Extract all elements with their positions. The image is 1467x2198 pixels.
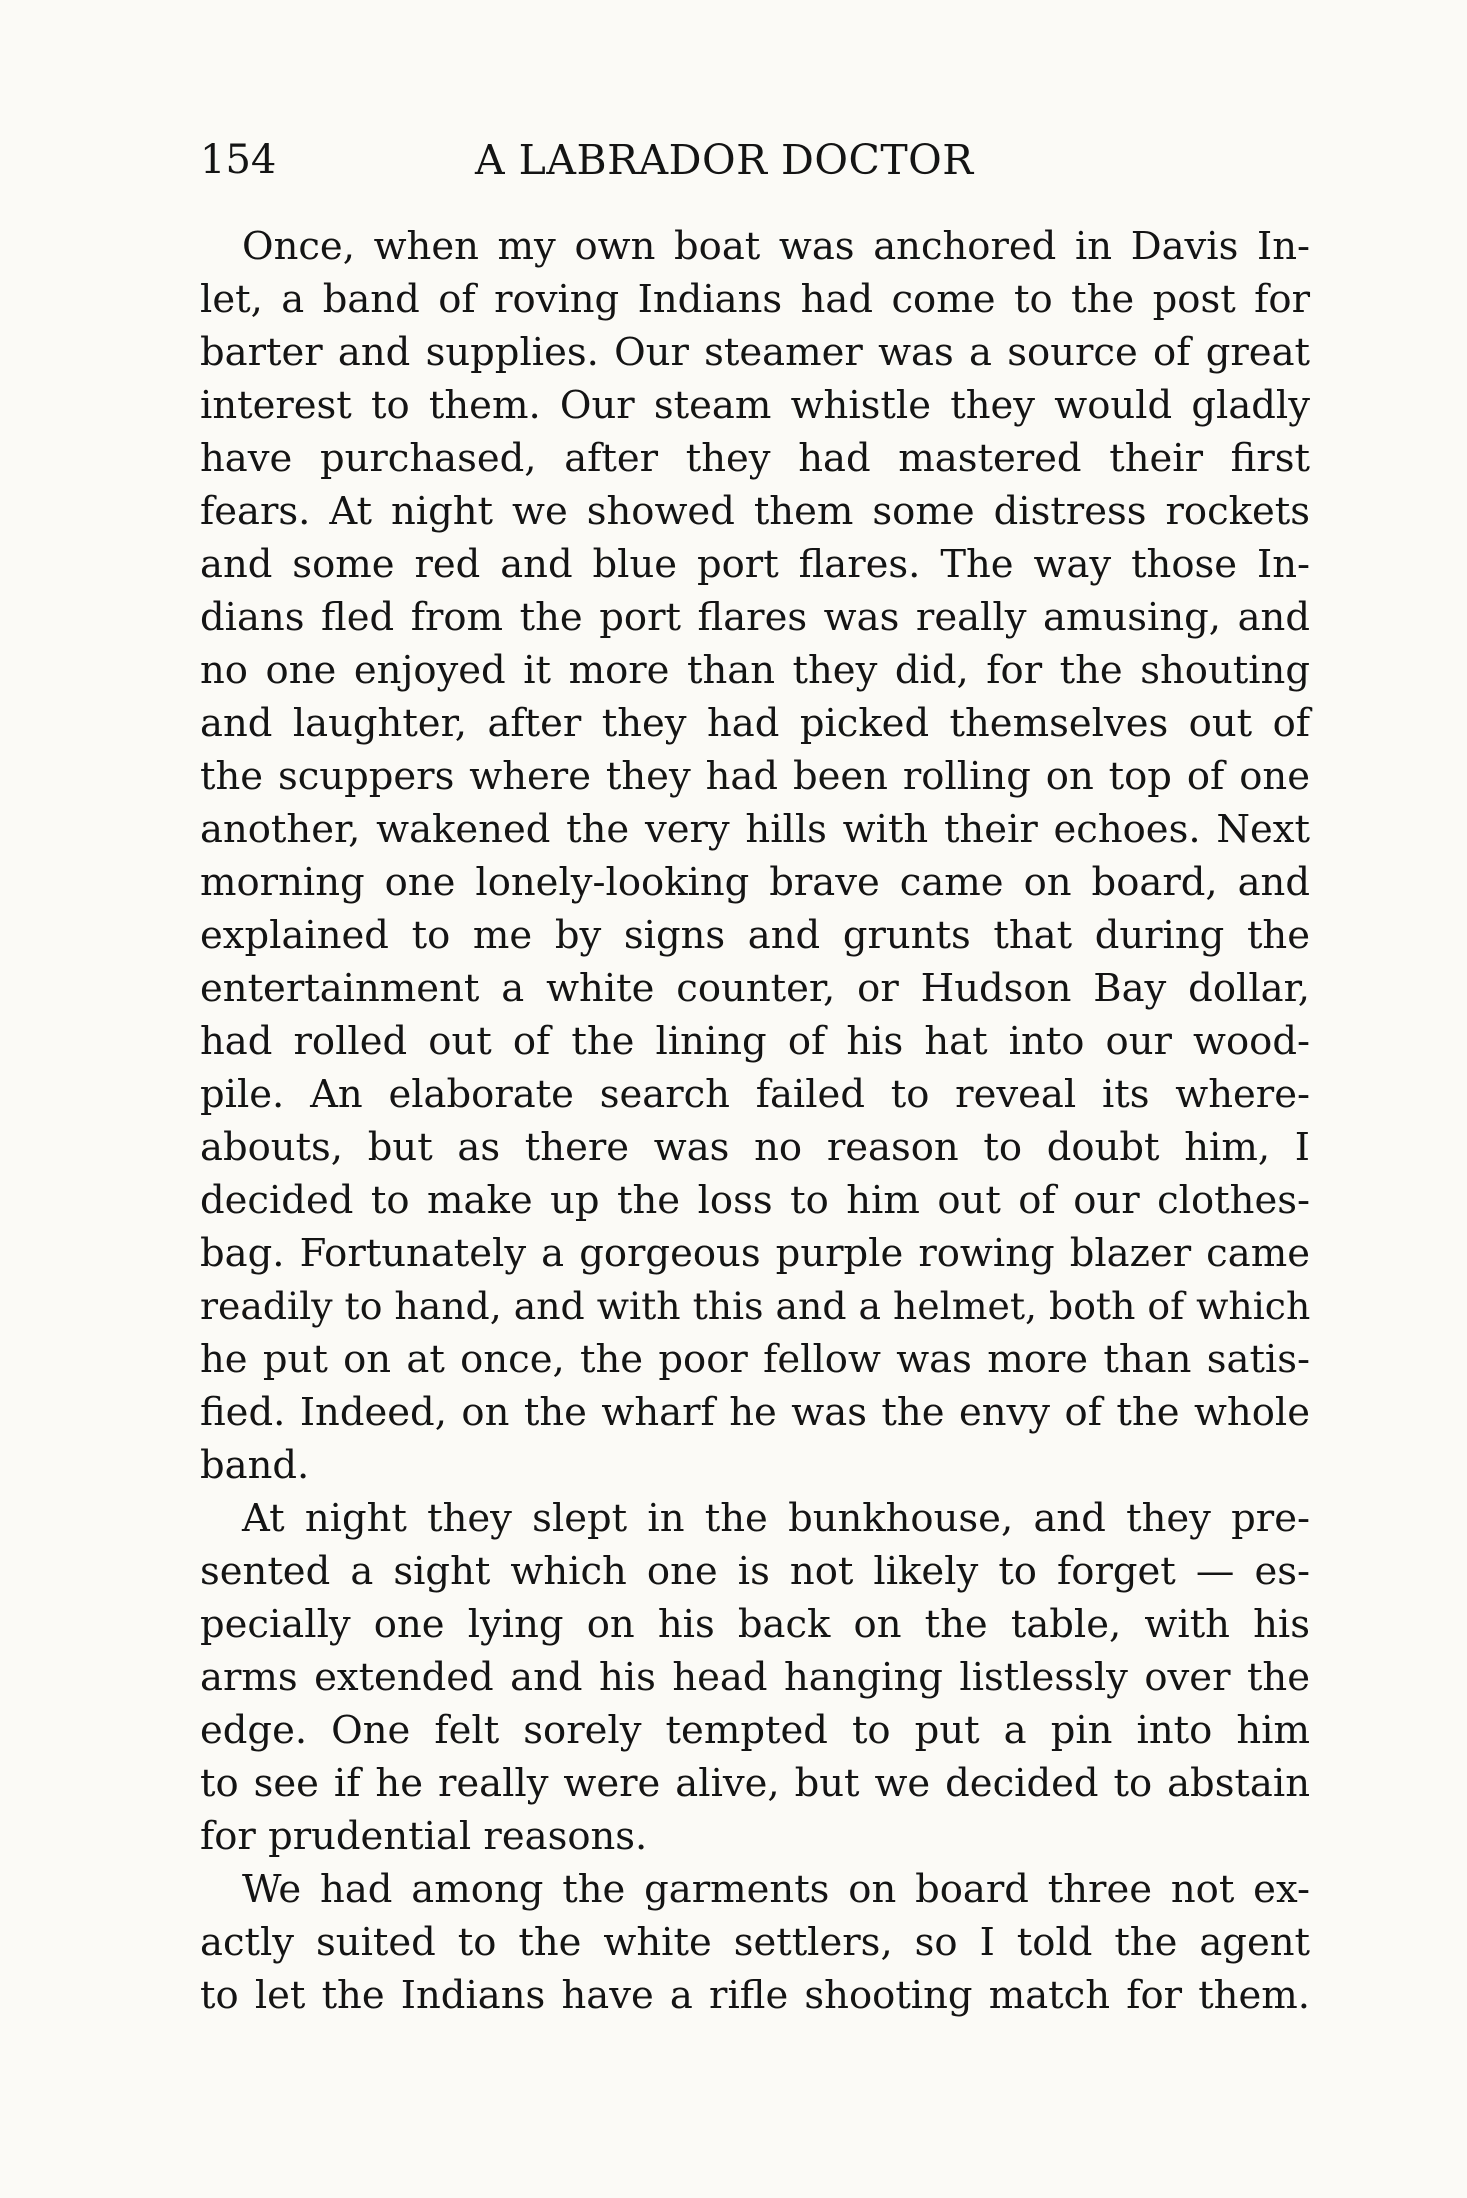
text-line: fied. Indeed, on the wharf he was the envy of the whole xyxy=(200,1390,1310,1435)
text-line: sented a sight which one is not likely to forget — es- xyxy=(200,1549,1310,1594)
text-line: decided to make up the loss to him out of our clothes- xyxy=(200,1178,1310,1223)
paragraph xyxy=(200,1863,1310,2022)
text-line: arms extended and his head hanging listlessly over the xyxy=(200,1655,1310,1700)
text-line: entertainment a white counter, or Hudson Bay dollar, xyxy=(200,966,1310,1011)
text-line: to let the Indians have a rifle shooting match for them. xyxy=(200,1973,1310,2018)
text-line: to see if he really were alive, but we decided to abstain xyxy=(200,1761,1310,1806)
paragraph xyxy=(200,1492,1310,1863)
text-line: dians fled from the port flares was really amusing, and xyxy=(200,595,1310,640)
text-line: no one enjoyed it more than they did, for the shouting xyxy=(200,648,1310,693)
text-line: At night they slept in the bunkhouse, and they pre- xyxy=(242,1496,1310,1541)
text-line: pecially one lying on his back on the table, with his xyxy=(200,1602,1310,1647)
text-line: actly suited to the white settlers, so I told the agent xyxy=(200,1920,1310,1965)
paragraph xyxy=(200,220,1310,1492)
book-title: A LABRADOR DOCTOR xyxy=(475,136,974,184)
text-line: bag. Fortunately a gorgeous purple rowing blazer came xyxy=(200,1231,1310,1276)
text-line: edge. One felt sorely tempted to put a pin into him xyxy=(200,1708,1310,1753)
text-line: explained to me by signs and grunts that during the xyxy=(200,913,1310,958)
text-line: readily to hand, and with this and a helmet, both of which xyxy=(200,1284,1311,1328)
running-head xyxy=(200,130,1310,190)
text-line: the scuppers where they had been rolling on top of one xyxy=(200,754,1310,799)
text-line: another, wakened the very hills with their echoes. Next xyxy=(200,807,1310,852)
text-line: for prudential reasons. xyxy=(200,1814,648,1859)
text-line: pile. An elaborate search failed to reveal its where- xyxy=(200,1072,1310,1117)
text-line: and laughter, after they had picked themselves out of xyxy=(200,701,1310,746)
page-number: 154 xyxy=(200,137,277,183)
text-line: abouts, but as there was no reason to doubt him, I xyxy=(200,1125,1310,1170)
text-line: barter and supplies. Our steamer was a source of great xyxy=(200,330,1310,375)
text-line: let, a band of roving Indians had come to the post for xyxy=(200,277,1310,322)
body-text xyxy=(200,220,1310,2022)
text-line: We had among the garments on board three not ex- xyxy=(242,1867,1310,1912)
text-line: Once, when my own boat was anchored in Davis In- xyxy=(242,224,1310,269)
text-line: interest to them. Our steam whistle they would gladly xyxy=(200,383,1310,428)
text-line: and some red and blue port flares. The way those In- xyxy=(200,542,1310,587)
text-line: fears. At night we showed them some distress rockets xyxy=(200,489,1310,534)
text-line: morning one lonely-looking brave came on board, and xyxy=(200,860,1310,905)
text-line: band. xyxy=(200,1443,310,1488)
text-line: had rolled out of the lining of his hat into our wood- xyxy=(200,1019,1310,1064)
text-line: have purchased, after they had mastered their first xyxy=(200,436,1310,481)
text-line: he put on at once, the poor fellow was more than satis- xyxy=(200,1337,1310,1382)
